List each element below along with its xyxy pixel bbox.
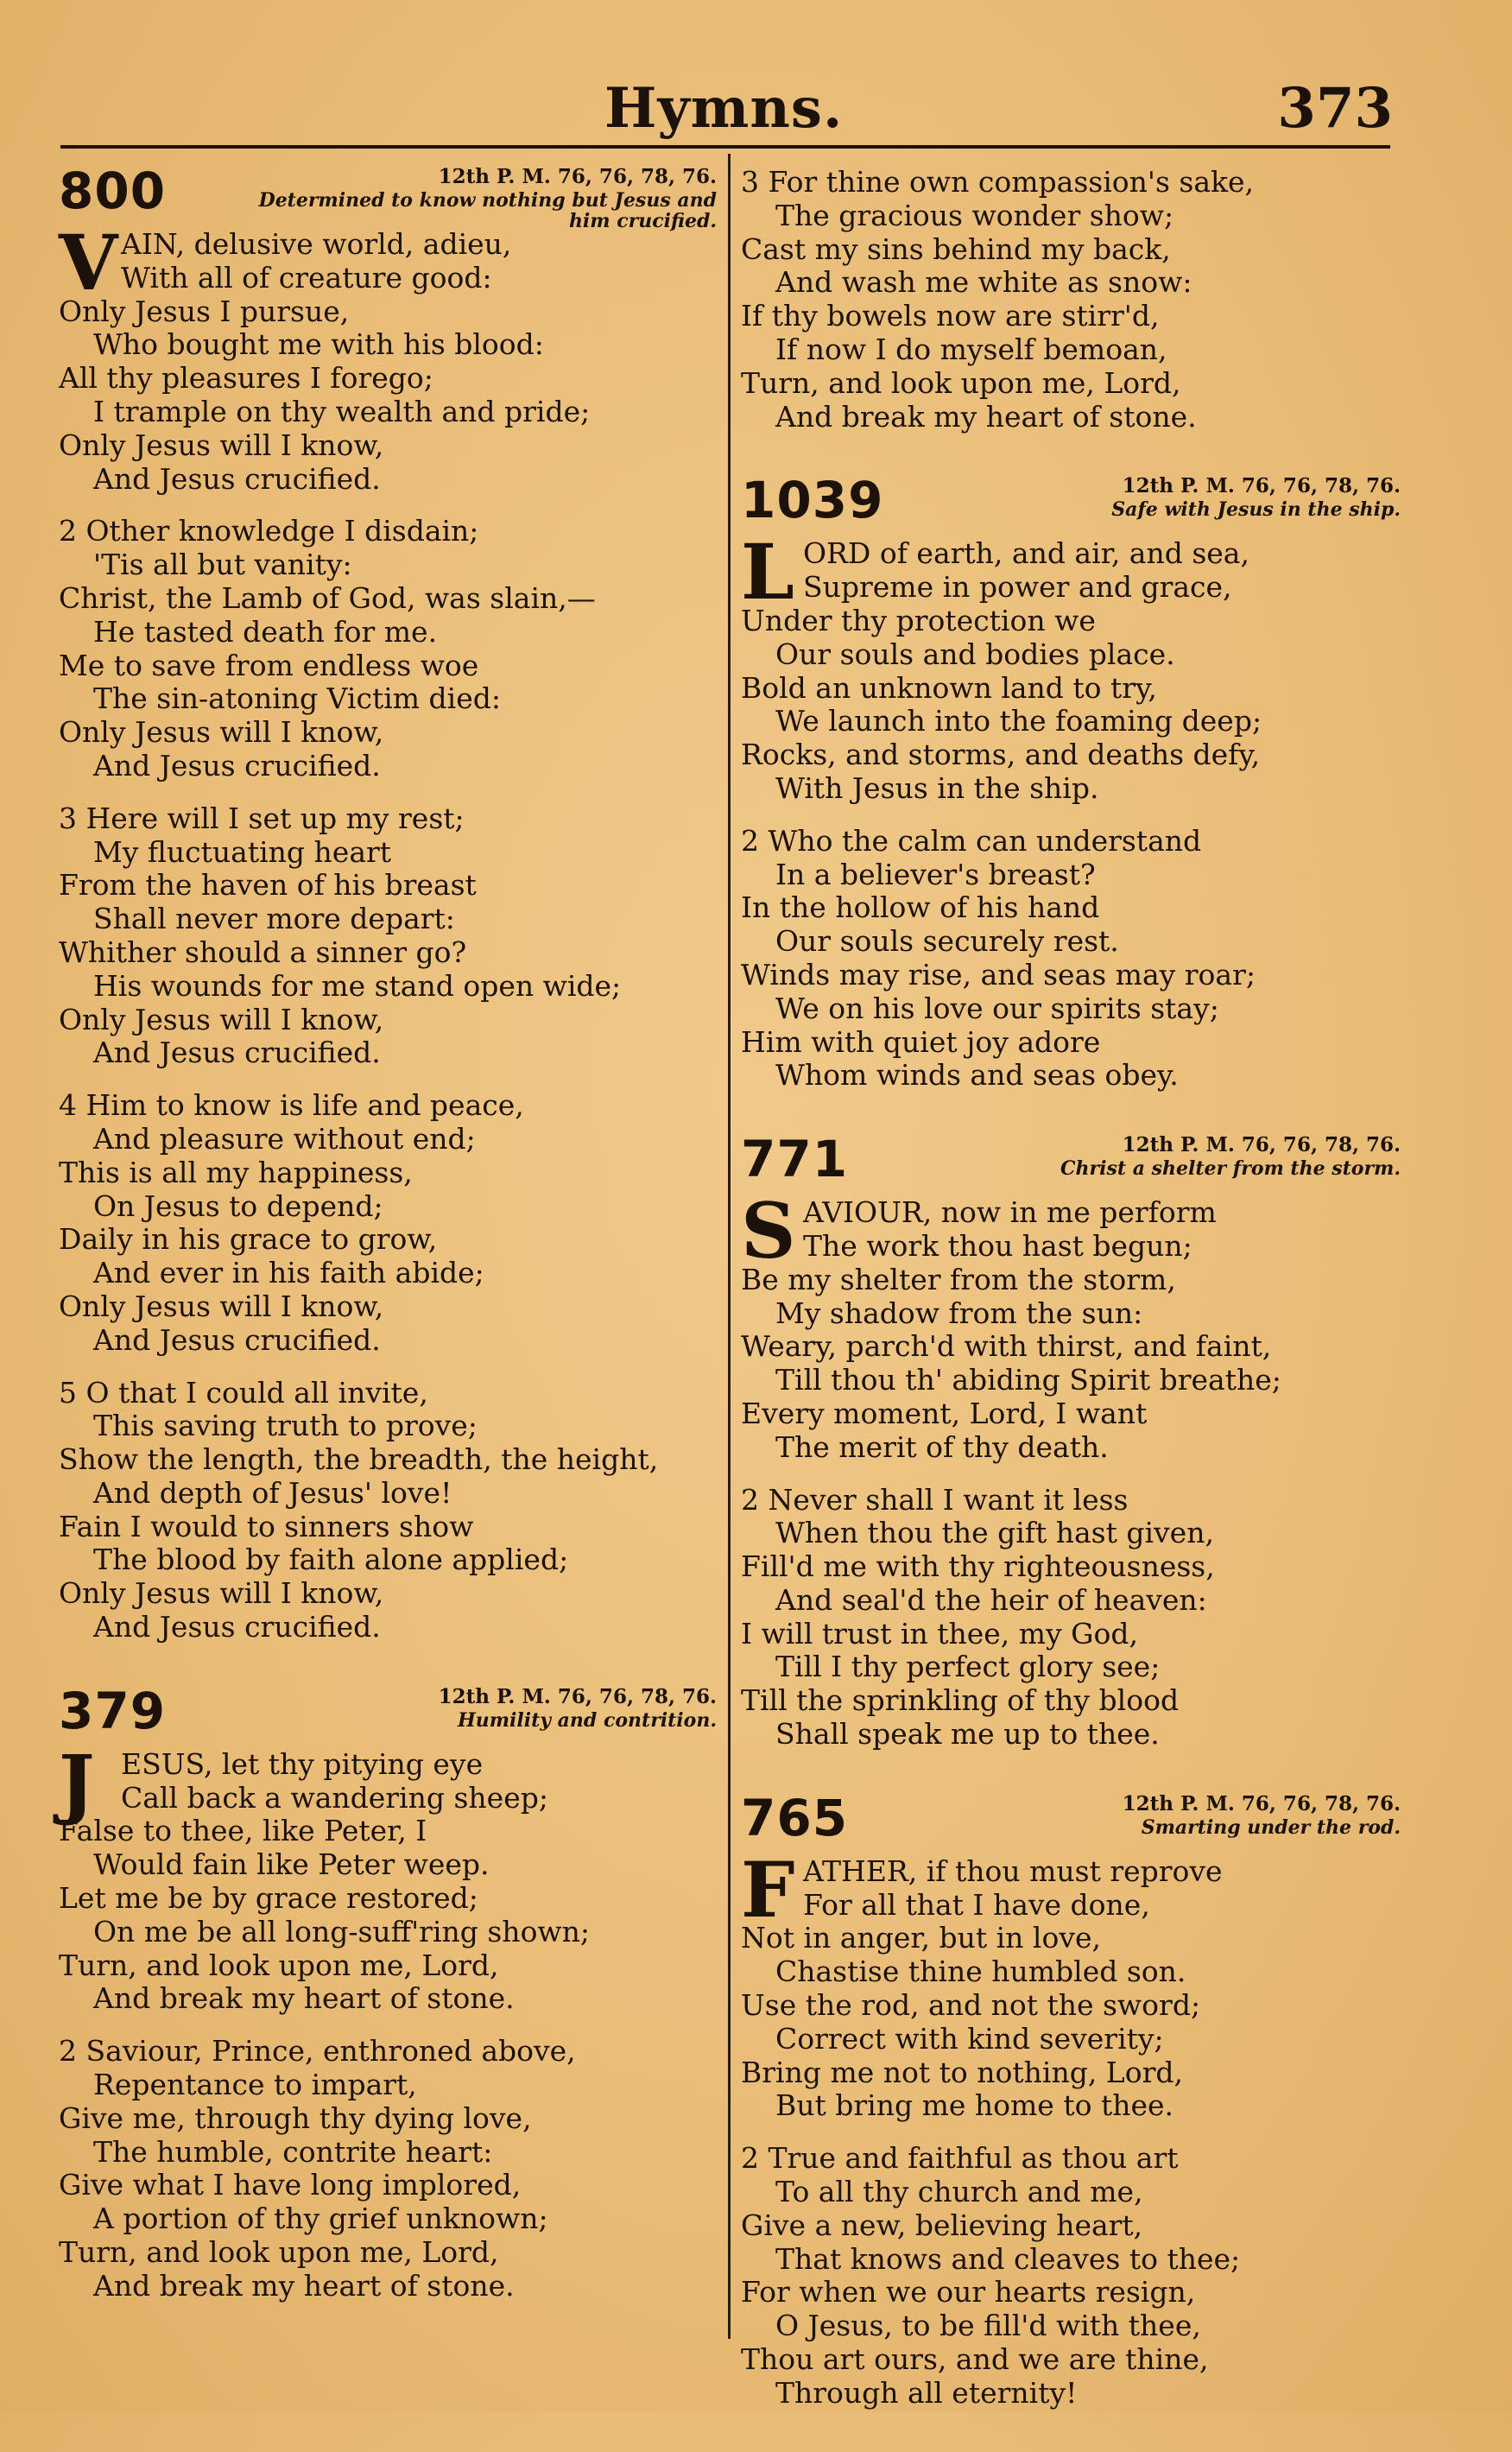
verse-line: O Jesus, to be fill'd with thee, — [775, 2309, 1201, 2343]
hymn-subtitle: Christ a shelter from the storm. — [1060, 1157, 1401, 1181]
verse-line: Daily in his grace to grow, — [59, 1222, 438, 1257]
verse-line: Would fain like Peter weep. — [93, 1847, 490, 1882]
verse-line: 'Tis all but vanity: — [93, 548, 352, 582]
verse-line: And seal'd the heir of heaven: — [775, 1582, 1207, 1617]
verse-line: The humble, contrite heart: — [93, 2134, 493, 2169]
drop-cap: V — [59, 218, 118, 307]
verse-line: My shadow from the sun: — [775, 1296, 1143, 1330]
hymn-subtitle: Smarting under the rod. — [1141, 1815, 1401, 1839]
verse-line: A portion of thy grief unknown; — [93, 2202, 548, 2236]
verse-line: Till I thy perfect glory see; — [775, 1650, 1161, 1684]
verse-line: False to thee, like Peter, I — [59, 1814, 427, 1848]
verse — [59, 1377, 724, 1644]
verse-line: On me be all long-suff'ring shown; — [93, 1914, 591, 1948]
verse-line: His wounds for me stand open wide; — [93, 968, 622, 1003]
verse-line: Till thou th' abiding Spirit breathe; — [775, 1363, 1281, 1397]
verse — [741, 1844, 1408, 2123]
verse-line: The sin-atoning Victim died: — [93, 681, 501, 716]
verse-line: With Jesus in the ship. — [775, 770, 1099, 805]
verse-line: Give a new, believing heart, — [741, 2208, 1143, 2242]
verse-line: This is all my happiness, — [59, 1155, 413, 1189]
verse-line: 2 Who the calm can understand — [741, 823, 1202, 858]
verse-line: And ever in his faith abide; — [93, 1256, 484, 1290]
drop-cap: F — [741, 1844, 795, 1935]
verse-line: Turn, and look upon me, Lord, — [59, 2235, 499, 2270]
verse-line: Fill'd me with thy righteousness, — [741, 1549, 1215, 1584]
verse-line: 2 Other knowledge I disdain; — [59, 514, 479, 548]
verse-line: ESUS, let thy pitying eye — [121, 1746, 484, 1781]
hymn — [741, 471, 1408, 1093]
verse-line: Cast my sins behind my back, — [741, 231, 1171, 266]
verse-line: ORD of earth, and air, and sea, — [803, 536, 1249, 571]
verse-line: Call back a wandering sheep; — [121, 1780, 548, 1815]
hymn — [741, 1130, 1408, 1752]
verse-line: We launch into the foaming deep; — [775, 704, 1262, 738]
hymn-header — [59, 1681, 724, 1748]
verse-line: Shall never more depart: — [93, 902, 455, 936]
verse — [59, 1737, 724, 2016]
column-divider — [728, 154, 731, 2339]
verse-line: Every moment, Lord, I want — [741, 1396, 1148, 1430]
verse-line: Chastise thine humbled son. — [775, 1955, 1186, 1989]
verse-line: For when we our hearts resign, — [741, 2275, 1196, 2309]
verse-line: Bring me not to nothing, Lord, — [741, 2055, 1183, 2089]
verse — [59, 2035, 724, 2303]
verse-line: In the hollow of his hand — [741, 890, 1100, 925]
hymn-number: 379 — [59, 1681, 167, 1740]
verse-line: And Jesus crucified. — [93, 461, 381, 496]
verse-line: Weary, parch'd with thirst, and faint, — [741, 1329, 1272, 1364]
verse-line: All thy pleasures I forego; — [59, 361, 433, 396]
verse-line: And break my heart of stone. — [775, 399, 1197, 434]
verse-line: When thou the gift hast given, — [775, 1516, 1214, 1550]
hymn — [59, 1681, 724, 2303]
hymn-number: 765 — [741, 1788, 849, 1847]
drop-cap: L — [741, 527, 794, 618]
verse-line: If thy bowels now are stirr'd, — [741, 299, 1160, 333]
verse-line: Under thy protection we — [741, 603, 1096, 637]
hymn — [741, 166, 1408, 434]
verse-line: Me to save from endless woe — [59, 648, 479, 682]
verse-line: Thou art ours, and we are thine, — [741, 2342, 1209, 2377]
verse-line: And Jesus crucified. — [93, 1322, 381, 1357]
verse-line: The blood by faith alone applied; — [93, 1543, 569, 1577]
verse — [59, 515, 724, 782]
verse-line: Shall speak me up to thee. — [775, 1717, 1160, 1752]
verse-line: And break my heart of stone. — [93, 2268, 515, 2303]
verse-line: Bold an unknown land to try, — [741, 670, 1157, 705]
hymn-header — [741, 1788, 1408, 1855]
verse-line: Christ, the Lamb of God, was slain,— — [59, 580, 596, 615]
verse-line: We on his love our spirits stay; — [775, 991, 1219, 1025]
hymn-number: 771 — [741, 1130, 849, 1189]
verse-line: Turn, and look upon me, Lord, — [741, 365, 1181, 400]
verse-line: 3 For thine own compassion's sake, — [741, 165, 1255, 199]
verse-line: And Jesus crucified. — [93, 1036, 381, 1070]
verse-line: Whom winds and seas obey. — [775, 1058, 1179, 1093]
verse — [741, 1186, 1408, 1464]
hymn-meter: 12th P. M. 76, 76, 78, 76. — [1122, 474, 1401, 498]
left-column — [59, 162, 724, 2345]
verse-line: Give what I have long implored, — [59, 2168, 522, 2202]
verse-line: Let me be by grace restored; — [59, 1881, 478, 1916]
verse-line: 2 Never shall I want it less — [741, 1482, 1129, 1517]
verse-line: My fluctuating heart — [93, 834, 392, 869]
hymn-spacer — [59, 2322, 724, 2345]
verse-line: Be my shelter from the storm, — [741, 1262, 1176, 1296]
verse-line: From the haven of his breast — [59, 868, 477, 903]
verse-line: Not in anger, but in love, — [741, 1921, 1102, 1955]
verse-line: Only Jesus will I know, — [59, 428, 384, 462]
verse-line: Our souls and bodies place. — [775, 637, 1175, 671]
verse-line: And wash me white as snow: — [775, 265, 1193, 300]
page-header — [0, 76, 1512, 145]
verse-line: If now I do myself bemoan, — [775, 332, 1167, 366]
verse-line: In a believer's breast? — [775, 857, 1096, 891]
hymn-header — [741, 1130, 1408, 1196]
verse-line: This saving truth to prove; — [93, 1409, 478, 1443]
drop-cap: S — [741, 1186, 796, 1277]
verse-line: The merit of thy death. — [775, 1429, 1109, 1464]
verse — [741, 166, 1408, 434]
verse-line: Our souls securely rest. — [775, 924, 1119, 959]
verse-line: On Jesus to depend; — [93, 1188, 383, 1223]
verse-line: 3 Here will I set up my rest; — [59, 801, 465, 835]
verse-line: Repentance to impart, — [93, 2068, 417, 2102]
verse-line: Only Jesus will I know, — [59, 1002, 384, 1036]
verse-line: And break my heart of stone. — [93, 1981, 515, 2016]
hymn-spacer — [741, 2430, 1408, 2452]
verse-line: Whither should a sinner go? — [59, 935, 467, 969]
verse-line: That knows and cleaves to thee; — [775, 2241, 1241, 2276]
verse-line: Through all eternity! — [775, 2375, 1078, 2410]
verse-line: The gracious wonder show; — [775, 198, 1174, 232]
verse-line: Fain I would to sinners show — [59, 1509, 474, 1543]
verse-line: Show the length, the breadth, the height, — [59, 1442, 659, 1477]
verse-line: Only Jesus will I know, — [59, 1289, 384, 1323]
verse-line: 2 True and faithful as thou art — [741, 2141, 1179, 2176]
verse-line: For all that I have done, — [803, 1887, 1150, 1922]
verse-line: Use the rod, and not the sword; — [741, 1988, 1201, 2023]
verse-line: Only Jesus I pursue, — [59, 294, 350, 328]
verse-line: AIN, delusive world, adieu, — [121, 227, 512, 261]
verse — [741, 1484, 1408, 1752]
hymn-subtitle: Humility and contrition. — [457, 1708, 717, 1732]
hymn-number: 800 — [59, 162, 167, 220]
verse-line: And Jesus crucified. — [93, 748, 381, 782]
verse — [741, 2142, 1408, 2410]
verse-line: I will trust in thee, my God, — [741, 1616, 1139, 1651]
verse-line: Till the sprinkling of thy blood — [741, 1683, 1180, 1718]
verse-line: Only Jesus will I know, — [59, 715, 384, 750]
verse-line: Only Jesus will I know, — [59, 1576, 384, 1611]
verse-line: I trample on thy wealth and pride; — [93, 394, 591, 428]
verse-line: Who bought me with his blood: — [93, 327, 544, 362]
verse-line: And depth of Jesus' love! — [93, 1475, 452, 1510]
drop-cap: J — [59, 1737, 95, 1828]
hymn-meter: 12th P. M. 76, 76, 78, 76. — [438, 1684, 717, 1708]
verse — [59, 218, 724, 496]
verse — [59, 1089, 724, 1357]
verse-line: Him with quiet joy adore — [741, 1024, 1101, 1059]
hymn-header — [59, 162, 724, 232]
verse-line: Turn, and look upon me, Lord, — [59, 1948, 499, 1982]
verse-line: The work thou hast begun; — [803, 1228, 1193, 1263]
page-number: 373 — [1277, 76, 1393, 141]
page-title: Hymns. — [604, 76, 844, 141]
verse-line: AVIOUR, now in me perform — [803, 1195, 1217, 1230]
hymn-subtitle: Determined to know nothing but Jesus and him crucified. — [258, 189, 717, 232]
verse-line: And pleasure without end; — [93, 1121, 476, 1156]
verse — [741, 825, 1408, 1093]
hymn — [59, 162, 724, 1644]
verse-line: 5 O that I could all invite, — [59, 1375, 428, 1410]
verse-line: Winds may rise, and seas may roar; — [741, 957, 1256, 992]
header-rule — [60, 145, 1390, 149]
verse-line: With all of creature good: — [121, 260, 492, 295]
verse-line: Rocks, and storms, and deaths defy, — [741, 738, 1261, 772]
verse — [59, 802, 724, 1070]
verse — [741, 527, 1408, 805]
verse-line: He tasted death for me. — [93, 614, 438, 649]
hymn-meter: 12th P. M. 76, 76, 78, 76. — [1122, 1791, 1401, 1815]
hymn-subtitle: Safe with Jesus in the ship. — [1111, 498, 1401, 522]
right-column — [741, 166, 1408, 2452]
hymn — [741, 1788, 1408, 2411]
verse-line: 4 Him to know is life and peace, — [59, 1088, 524, 1123]
verse-line: ATHER, if thou must reprove — [803, 1853, 1223, 1888]
verse-line: 2 Saviour, Prince, enthroned above, — [59, 2034, 576, 2069]
verse-line: Give me, through thy dying love, — [59, 2100, 532, 2135]
verse-line: Supreme in power and grace, — [803, 570, 1232, 605]
hymn-header — [741, 471, 1408, 537]
verse-line: To all thy church and me, — [775, 2175, 1143, 2209]
hymn-number: 1039 — [741, 471, 884, 530]
verse-line: But bring me home to thee. — [775, 2088, 1174, 2123]
verse-line: And Jesus crucified. — [93, 1610, 381, 1644]
hymn-meter: 12th P. M. 76, 76, 78, 76. — [1122, 1133, 1401, 1157]
verse-line: Correct with kind severity; — [775, 2021, 1164, 2056]
hymn-meter: 12th P. M. 76, 76, 78, 76. — [438, 165, 717, 188]
